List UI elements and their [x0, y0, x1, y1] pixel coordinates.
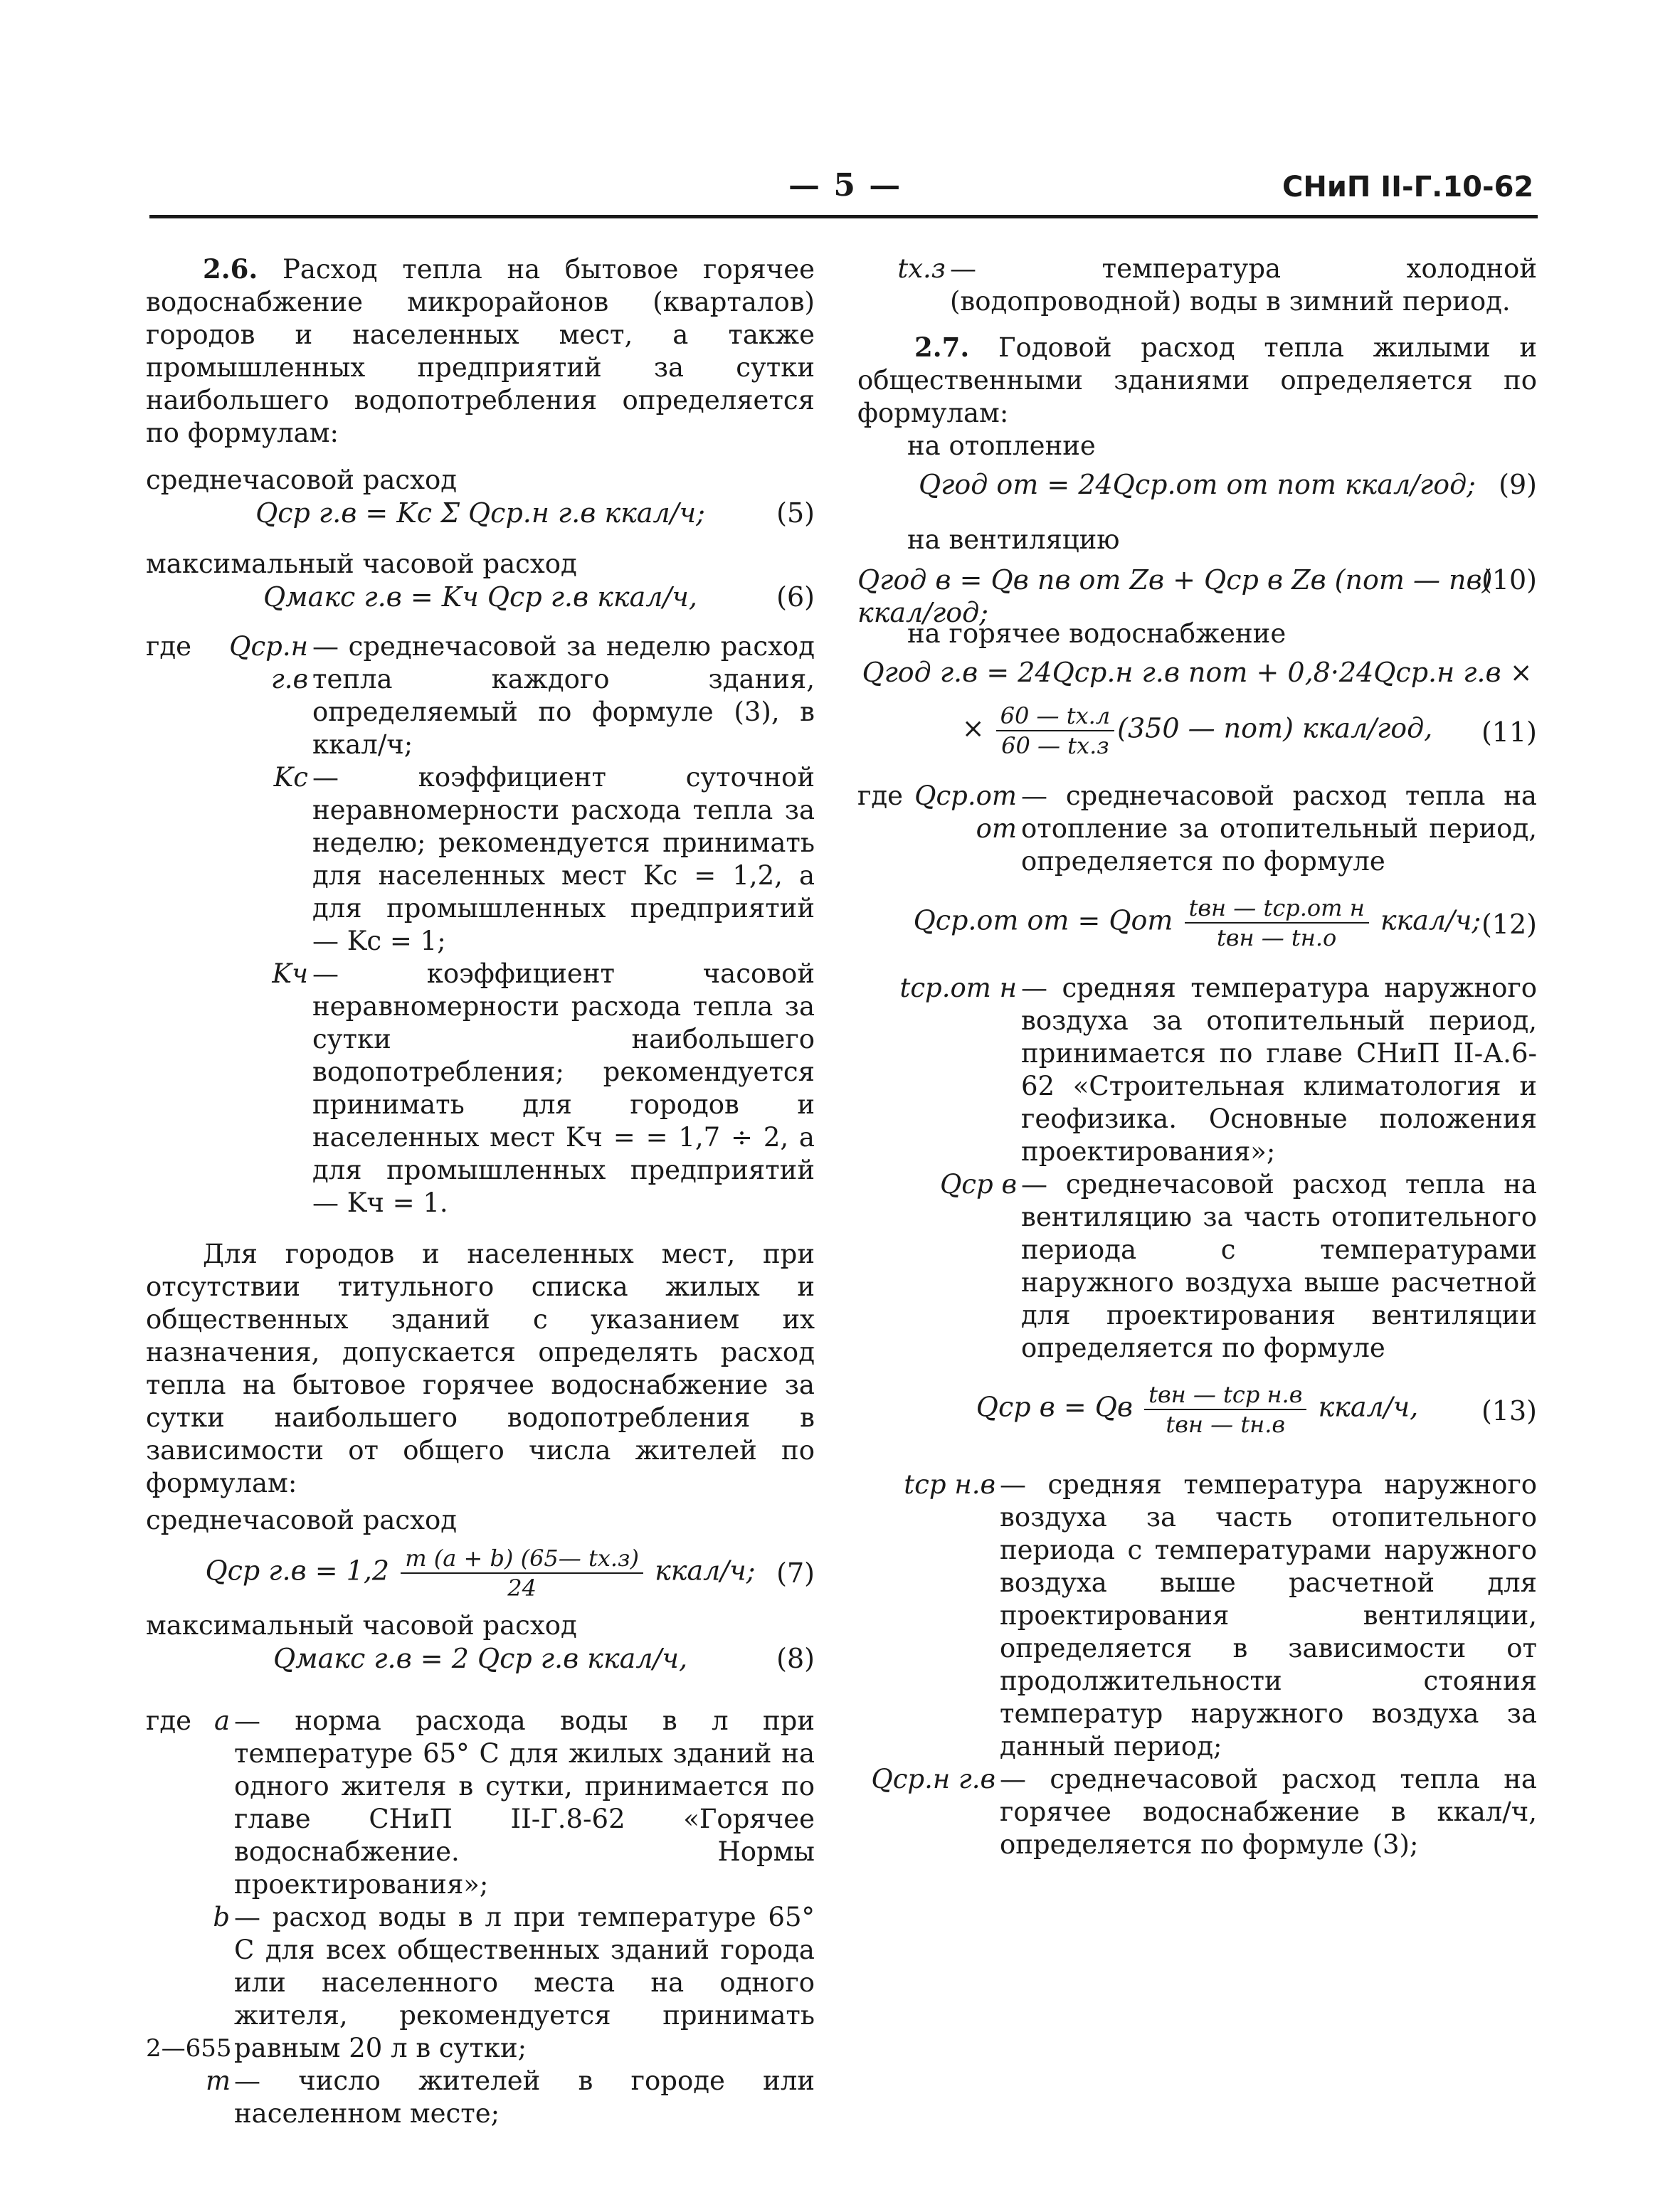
definition-symbol: Kч [272, 958, 308, 989]
definition-symbol: tх.з [897, 253, 946, 284]
definitions-block [146, 630, 815, 1220]
definition-symbol: Qср в [939, 1169, 1017, 1200]
formula-lhs: Qср.от от = Qот [913, 904, 1173, 936]
definition-text: — средняя температура наружного воздуха за отопительный период, принимается по главе СНиП II-А.6-62 «Строительная климатология и геофизика. Основные положения проектирования»; [1021, 973, 1537, 1167]
fraction-numerator: tвн — tср.от н [1185, 894, 1369, 924]
definition-text: — среднечасовой расход тепла на отопление за отопительный период, определяется по формуле [1021, 781, 1537, 877]
fraction-denominator: tвн — tн.в [1166, 1411, 1286, 1438]
fraction-numerator: m (a + b) (65— tх.з) [401, 1544, 643, 1574]
definition-text: — расход воды в л при температуре 65° С для всех общественных зданий города или населенного места на одного жителя, рекомендуется принимать равным 20 л в сутки; [234, 1902, 815, 2063]
formula-label: среднечасовой расход [146, 465, 458, 495]
formula-number: (5) [776, 497, 815, 529]
definition-text: — среднечасовой расход тепла на горячее водоснабжение в ккал/ч, определяется по формуле (3); [1000, 1764, 1537, 1860]
definition-symbol: m [206, 2065, 231, 2096]
formula-12 [857, 888, 1537, 962]
definition-item [857, 1763, 1537, 1861]
formula-13 [857, 1375, 1537, 1449]
paragraph-cities: Для городов и населенных мест, при отсутствии титульного списка жилых и общественных зданий с указанием их назначения, допускается определять расход тепла на бытовое горячее водоснабжение за сутки наибольшего водопотребления в зависимости от общего числа жителей по формулам: [146, 1239, 815, 1498]
definition-item [857, 1469, 1537, 1763]
definitions-block [146, 1705, 815, 2130]
section-number: 2.7. [914, 332, 970, 363]
formula-number: (13) [1481, 1395, 1537, 1427]
formula-number: (9) [1499, 469, 1537, 500]
paragraph-2-7 [857, 331, 1537, 430]
formula-10 [857, 564, 1537, 628]
formula-7 [146, 1537, 815, 1605]
definition-symbol: Qср.от от [914, 781, 1017, 844]
formula-label: на вентиляцию [907, 524, 1120, 555]
formula-number: (12) [1481, 909, 1537, 940]
right-column [857, 253, 1537, 1861]
fraction-numerator: tвн — tср н.в [1144, 1380, 1306, 1410]
formula-number: (7) [776, 1557, 815, 1589]
formula-expression: Qгод г.в = 24Qср.н г.в nот + 0,8·24Qср.н г.в × [862, 657, 1533, 688]
formula-unit: ккал/ч; [1380, 904, 1481, 936]
formula-expression: Qмакс г.в = Kч Qср г.в ккал/ч, [263, 581, 697, 613]
formula-unit: ккал/ч, [1318, 1391, 1419, 1423]
definition-item [206, 1705, 815, 1901]
formula-11-line-1 [857, 656, 1537, 697]
definition-item [857, 972, 1537, 1168]
definition-item [206, 1901, 815, 2065]
definition-item [206, 761, 815, 958]
page-footer-code: 2—655 [146, 2034, 232, 2063]
formula-expression [857, 1380, 1537, 1439]
paragraph-text: Годовой расход тепла жилыми и общественными зданиями определяется по формулам: [857, 332, 1537, 428]
fraction-denominator: 24 [507, 1575, 537, 1602]
definition-item [206, 2065, 815, 2130]
fraction-numerator: 60 — tх.л [996, 702, 1115, 731]
definition-item [857, 253, 1537, 318]
formula-unit: ккал/ч; [655, 1555, 756, 1587]
definition-item [206, 958, 815, 1220]
formula-8 [146, 1642, 815, 1683]
definition-text: — температура холодной (водопроводной) воды в зимний период. [950, 253, 1537, 317]
left-column [146, 253, 815, 2130]
formula-5 [146, 497, 815, 538]
definition-symbol: Qср.н г.в [871, 1764, 995, 1794]
definition-symbol: Qср.н г.в [229, 631, 308, 694]
definitions-block [857, 780, 1537, 878]
definition-symbol: tср.от н [899, 973, 1017, 1003]
document-code: СНиП II-Г.10-62 [1282, 171, 1534, 203]
fraction [996, 702, 1115, 760]
fraction [1185, 894, 1369, 952]
section-number: 2.6. [203, 253, 258, 285]
formula-label: среднечасовой расход [146, 1505, 458, 1535]
formula-label: на горячее водоснабжение [907, 618, 1287, 649]
formula-number: (10) [1481, 564, 1537, 596]
definition-symbol: b [213, 1902, 230, 1932]
paragraph-2-6 [146, 253, 815, 450]
where-label: где [857, 781, 904, 811]
formula-lhs: Qср г.в = 1,2 [205, 1555, 390, 1587]
definition-text: — средняя температура наружного воздуха за часть отопительного периода с температурами наружного воздуха выше расчетной для проектирования вентиляции, определяется в зависимости от продолжительности стояния температур наружного воздуха за данный период; [1000, 1469, 1537, 1762]
formula-tail: (350 — nот) ккал/год, [1117, 712, 1433, 744]
fraction-denominator: 60 — tх.з [1001, 732, 1109, 759]
where-label: где [146, 1705, 192, 1736]
formula-expression: Qгод от = 24Qср.от от nот ккал/год; [919, 469, 1476, 500]
definition-item [857, 1168, 1537, 1365]
formula-expression: Qгод в = Qв nв от Zв + Qср в Zв (nот — nв) ккал/год; [857, 564, 1493, 628]
definition-item [907, 780, 1537, 878]
definition-text: — среднечасовой расход тепла на вентиляцию за часть отопительного периода с температурами наружного воздуха выше расчетной для проектирования вентиляции определяется по формуле [1021, 1169, 1537, 1363]
formula-number: (8) [776, 1643, 815, 1674]
formula-number: (6) [776, 581, 815, 613]
definition-text: — среднечасовой за неделю расход тепла каждого здания, определяемый по формуле (3), в ккал/ч; [312, 631, 815, 760]
formula-expression: Qср г.в = Kс Σ Qср.н г.в ккал/ч; [255, 497, 705, 529]
formula-expression [857, 894, 1537, 952]
formula-label: на отопление [907, 430, 1096, 461]
formula-9 [857, 468, 1537, 509]
fraction-denominator: tвн — tн.о [1217, 924, 1337, 951]
formula-expression [146, 1544, 815, 1602]
definition-symbol: tср н.в [904, 1469, 995, 1500]
formula-lhs: Qср в = Qв [976, 1391, 1134, 1423]
formula-expression: × $\frac{60 — tх.л}{60 — tх.з}$ (350 — nот) ккал/год, [961, 702, 1433, 759]
page-number: — 5 — [788, 167, 902, 203]
fraction [1144, 1380, 1306, 1439]
paragraph-text: Расход тепла на бытовое горячее водоснабжение микрорайонов (кварталов) городов и населенных мест, а также промышленных предприятий за сутки наибольшего водопотребления определяется по формулам: [146, 254, 815, 448]
formula-expression: Qмакс г.в = 2 Qср г.в ккал/ч, [273, 1643, 688, 1674]
formula-6 [146, 581, 815, 622]
formula-11-line-2 [857, 697, 1537, 768]
definition-item [206, 630, 815, 761]
formula-number: (11) [1481, 716, 1537, 748]
definition-symbol: a [213, 1705, 230, 1736]
definition-symbol: Kс [273, 762, 308, 793]
where-label: где [146, 631, 192, 662]
formula-label: максимальный часовой расход [146, 1610, 577, 1641]
formula-label: максимальный часовой расход [146, 549, 577, 579]
definition-text: — коэффициент часовой неравномерности расхода тепла за сутки наибольшего водопотребления; рекомендуется принимать для городов и населенных мест Kч = = 1,7 ÷ 2, а для промышленных предприятий — Kч = 1. [312, 958, 815, 1218]
definition-text: — коэффициент суточной неравномерности расхода тепла за неделю; рекомендуется принимать для населенных мест Kс = 1,2, а для промышленных предприятий — Kс = 1; [312, 762, 815, 956]
definition-text: — число жителей в городе или населенном месте; [234, 2065, 815, 2129]
definition-text: — норма расхода воды в л при температуре 65° С для жилых зданий на одного жителя в сутки, принимается по главе СНиП II-Г.8-62 «Горячее водоснабжение. Нормы проектирования»; [234, 1705, 815, 1900]
fraction [401, 1544, 643, 1602]
header-rule [149, 215, 1538, 218]
